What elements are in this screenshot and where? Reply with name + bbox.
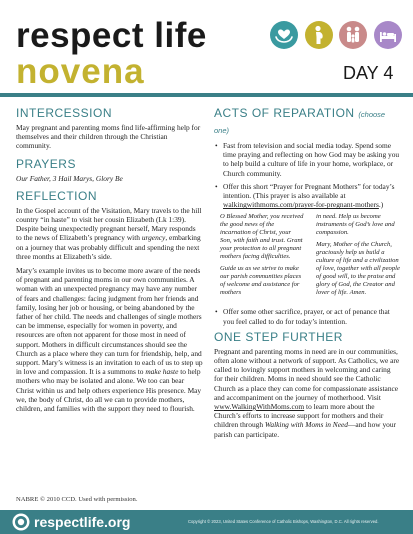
walking-with-moms-link[interactable]: www.WalkingWithMoms.com [214,402,305,412]
acts-list [214,141,400,209]
prayer-text: Mary, Mother of the Church, graciously help us build a culture of life and a civilization of love, together with all people of good will, to the praise and glory of God, the Creator and lover of life. Amen. [316,241,400,297]
acts-list-continued [214,307,400,325]
list-item: • Fast from television and social media today. Spend some time praying and reflecting on how God may be asking you to help build a culture of life in your home, workplace, or Church community. [215,141,400,178]
family-icon [339,21,367,49]
reflection-heading: REFLECTION [16,188,98,203]
title-line-1: respect life [16,16,207,55]
acts-heading: ACTS OF REPARATION (choose one) [214,106,386,135]
pregnant-mother-icon [305,21,333,49]
site-url[interactable]: respectlife.org [34,514,131,530]
prayer-for-pregnant-mothers [220,213,400,301]
footer [0,510,413,534]
copyright: Copyright © 2023, United States Conference of Catholic Bishops, Washington, D.C. All rights reserved. [188,519,379,524]
respect-life-logo-icon [12,513,30,531]
prayer-link[interactable]: walkingwithmoms.com/prayer-for-pregnant-mothers [223,200,379,210]
prayer-text: O Blessed Mother, you received the good news of the incarnation of Christ, your Son, with faith and trust. Grant your protection to all pregnant mothers facing difficulties. [220,213,304,261]
day-label: DAY 4 [343,63,394,83]
reflection-paragraph-2: Mary’s example invites us to become more aware of the needs of pregnant and parenting moms in our own communities. A woman with an unexpected pregnancy may have any number of fears and challenges: facing judgment from her friends and family, losing her job or housing, or being abandoned by the father of her child. The needs and challenges of single mothers can be immense, especially for women in poverty, and resources are often not apparent for those most in need of support. Mothers in difficult circumstances should see the Church as a place where they can turn for friendship, help, and support. Mary’s witness is an invitation to each of us to step up in love and compassion. It is a summons to make haste to help mothers who may be isolated and alone. We too can bear Christ within us and help others experience His presence. May we, the body of Christ, do all we can to provide mothers, children, and families with the support they need to flourish. [16,266,203,414]
hospital-bed-icon [374,21,402,49]
heart-hands-icon [270,21,298,49]
right-column [214,106,400,444]
prayers-heading: PRAYERS [16,156,76,171]
prayer-text: in need. Help us become instruments of God’s love and compassion. [316,213,395,237]
title-line-2: novena [16,52,145,91]
prayer-text: Guide us as we strive to make our parish communities places of welcome and assistance for mothers [220,265,302,297]
left-column [16,106,203,418]
list-item: • Offer this short “Prayer for Pregnant Mothers” for today’s intention. (This prayer is also available at walkingwithmoms.com/prayer-for-pregnant-mothers.) [215,181,395,210]
one-step-heading: ONE STEP FURTHER [214,329,343,344]
source-note: NABRE © 2010 CCD. Used with permission. [16,496,138,503]
intercession-heading: INTERCESSION [16,106,113,120]
header-divider [0,93,413,97]
intercession-text: May pregnant and parenting moms find life-affirming help for themselves and their children through the Christian community. [16,123,201,151]
theme-icons [270,21,402,49]
one-step-text: Pregnant and parenting moms in need are in our communities, often alone without a network of support. As Catholics, we are called to lovingly support mothers in welcoming and caring for their children. Moms in need should see the Catholic Church as a place they can come for compassionate assistance and accompaniment on the journey of motherhood. Visit www.WalkingWithMoms.com to learn more about the Church’s efforts to increase support for mothers and their children through Walking with Moms in Need—and how your parish can participate. [214,346,400,439]
header [0,0,413,92]
prayers-text: Our Father, 3 Hail Marys, Glory Be [16,173,123,183]
reflection-paragraph-1: In the Gospel account of the Visitation, Mary travels to the hill country “in haste” to visit her cousin Elizabeth (Lk 1:39). Despite being unexpectedly pregnant herself, Mary responds to the news of Elizabeth’s pregnancy with urgency, embarking on a journey that was probably difficult and spending the next three months at Elizabeth’s side. [16,205,202,261]
list-item: • Offer some other sacrifice, prayer, or act of penance that you feel called to do for today’s intention. [215,307,390,326]
